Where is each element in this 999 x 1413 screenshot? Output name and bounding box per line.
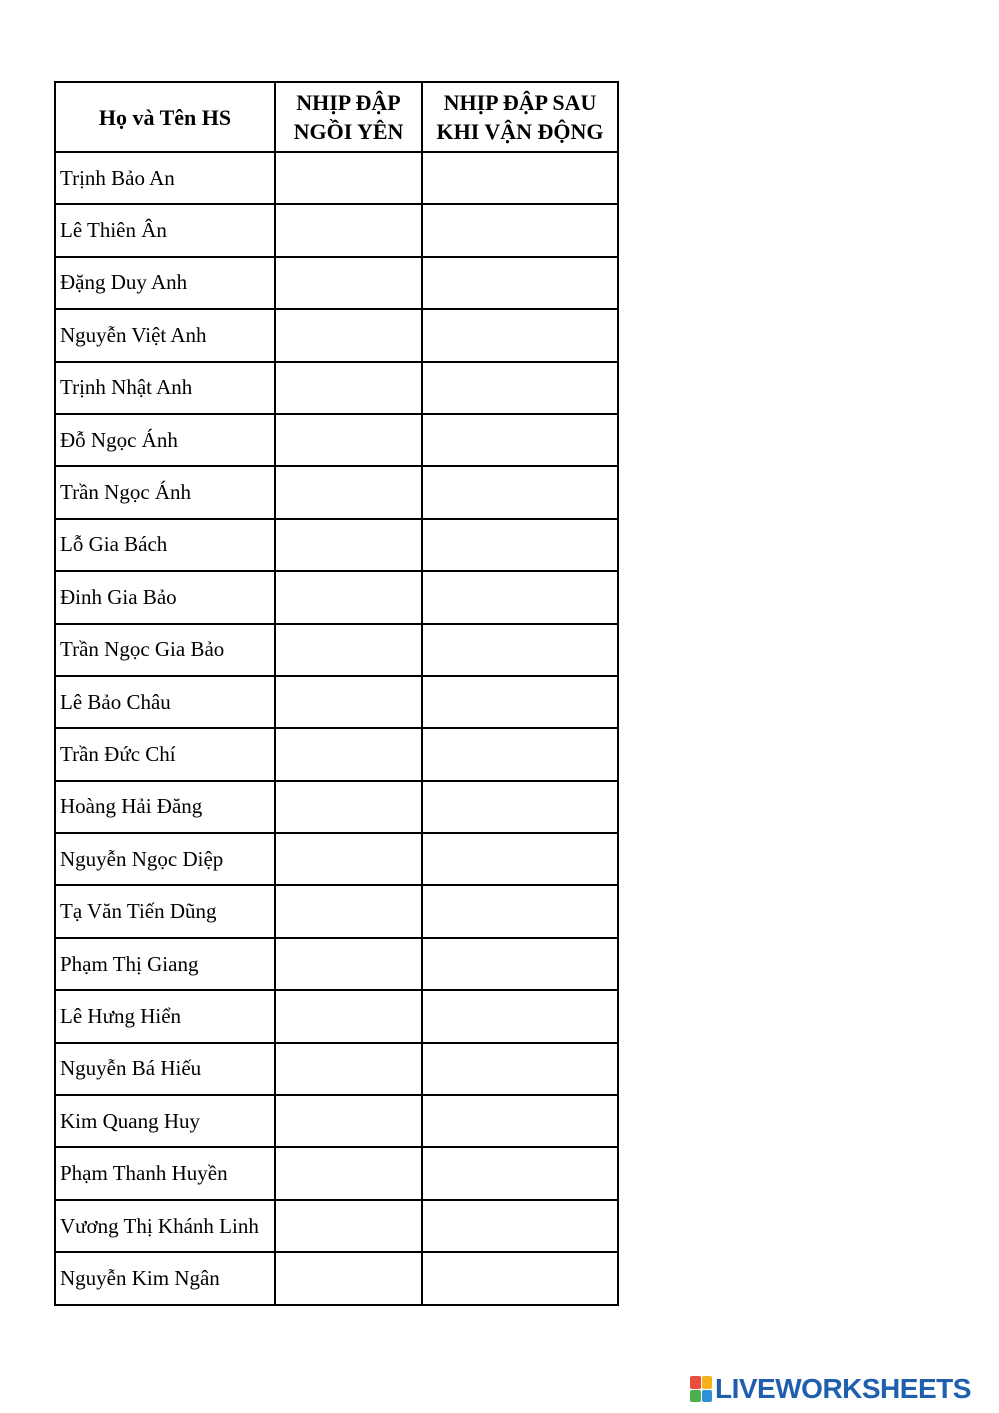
table-row — [55, 152, 618, 204]
resting-heart-rate-input[interactable] — [275, 885, 422, 937]
student-name-cell: Hoàng Hải Đăng — [55, 781, 275, 833]
resting-heart-rate-input[interactable] — [275, 414, 422, 466]
header-student-name-label: Họ và Tên HS — [98, 104, 232, 130]
student-name-cell: Trần Đức Chí — [55, 728, 275, 780]
student-name-cell: Trịnh Bảo An — [55, 152, 275, 204]
after-exercise-heart-rate-input[interactable] — [422, 466, 618, 518]
table-row — [55, 676, 618, 728]
student-name-cell: Nguyễn Ngọc Diệp — [55, 833, 275, 885]
student-name-cell: Nguyễn Bá Hiếu — [55, 1043, 275, 1095]
student-name-cell: Kim Quang Huy — [55, 1095, 275, 1147]
resting-heart-rate-input[interactable] — [275, 1043, 422, 1095]
student-name-cell: Lỗ Gia Bách — [55, 519, 275, 571]
after-exercise-heart-rate-input[interactable] — [422, 152, 618, 204]
resting-heart-rate-input[interactable] — [275, 466, 422, 518]
after-exercise-heart-rate-input[interactable] — [422, 676, 618, 728]
header-resting-heart-rate — [275, 82, 422, 152]
table-row — [55, 519, 618, 571]
table-row — [55, 990, 618, 1042]
student-name-cell: Đặng Duy Anh — [55, 257, 275, 309]
table-row — [55, 728, 618, 780]
resting-heart-rate-input[interactable] — [275, 781, 422, 833]
header-resting-line-1: NHỊP ĐẬP — [296, 90, 401, 115]
resting-heart-rate-input[interactable] — [275, 362, 422, 414]
resting-heart-rate-input[interactable] — [275, 624, 422, 676]
resting-heart-rate-input[interactable] — [275, 204, 422, 256]
header-resting-line-2: NGỒI YÊN — [293, 119, 404, 144]
student-name-cell: Nguyễn Việt Anh — [55, 309, 275, 361]
resting-heart-rate-input[interactable] — [275, 152, 422, 204]
student-name-cell: Phạm Thị Giang — [55, 938, 275, 990]
resting-heart-rate-input[interactable] — [275, 833, 422, 885]
resting-heart-rate-input[interactable] — [275, 1095, 422, 1147]
after-exercise-heart-rate-input[interactable] — [422, 571, 618, 623]
student-name-cell: Trần Ngọc Gia Bảo — [55, 624, 275, 676]
resting-heart-rate-input[interactable] — [275, 938, 422, 990]
after-exercise-heart-rate-input[interactable] — [422, 1147, 618, 1199]
after-exercise-heart-rate-input[interactable] — [422, 362, 618, 414]
student-name-cell: Đỗ Ngọc Ánh — [55, 414, 275, 466]
table-row — [55, 781, 618, 833]
table-row — [55, 833, 618, 885]
student-name-cell: Trần Ngọc Ánh — [55, 466, 275, 518]
after-exercise-heart-rate-input[interactable] — [422, 1200, 618, 1252]
after-exercise-heart-rate-input[interactable] — [422, 833, 618, 885]
table-row — [55, 204, 618, 256]
after-exercise-heart-rate-input[interactable] — [422, 938, 618, 990]
resting-heart-rate-input[interactable] — [275, 571, 422, 623]
student-name-cell: Lê Hưng Hiển — [55, 990, 275, 1042]
resting-heart-rate-input[interactable] — [275, 1252, 422, 1304]
student-name-cell: Vương Thị Khánh Linh — [55, 1200, 275, 1252]
table-row — [55, 885, 618, 937]
table-row — [55, 257, 618, 309]
table-row — [55, 1043, 618, 1095]
after-exercise-heart-rate-input[interactable] — [422, 519, 618, 571]
table-row — [55, 1252, 618, 1304]
resting-heart-rate-input[interactable] — [275, 257, 422, 309]
resting-heart-rate-input[interactable] — [275, 990, 422, 1042]
student-name-cell: Phạm Thanh Huyền — [55, 1147, 275, 1199]
table-row — [55, 362, 618, 414]
resting-heart-rate-input[interactable] — [275, 1147, 422, 1199]
after-exercise-heart-rate-input[interactable] — [422, 257, 618, 309]
table-row — [55, 1095, 618, 1147]
after-exercise-heart-rate-input[interactable] — [422, 204, 618, 256]
after-exercise-heart-rate-input[interactable] — [422, 1252, 618, 1304]
liveworksheets-logo-icon — [690, 1376, 712, 1402]
header-student-name — [55, 82, 275, 152]
student-name-cell: Lê Bảo Châu — [55, 676, 275, 728]
table-row — [55, 938, 618, 990]
table-row — [55, 571, 618, 623]
resting-heart-rate-input[interactable] — [275, 676, 422, 728]
table-row — [55, 1200, 618, 1252]
header-after-exercise-line-2: KHI VẬN ĐỘNG — [436, 119, 604, 144]
header-after-exercise-line-1: NHỊP ĐẬP SAU — [443, 90, 597, 115]
table-row — [55, 414, 618, 466]
student-name-cell: Trịnh Nhật Anh — [55, 362, 275, 414]
heart-rate-table — [54, 81, 619, 1306]
resting-heart-rate-input[interactable] — [275, 728, 422, 780]
resting-heart-rate-input[interactable] — [275, 519, 422, 571]
table-row — [55, 309, 618, 361]
after-exercise-heart-rate-input[interactable] — [422, 1043, 618, 1095]
student-name-cell: Nguyễn Kim Ngân — [55, 1252, 275, 1304]
table-row — [55, 1147, 618, 1199]
after-exercise-heart-rate-input[interactable] — [422, 990, 618, 1042]
table-row — [55, 466, 618, 518]
brand-text: LIVEWORKSHEETS — [715, 1373, 971, 1404]
student-rows — [55, 152, 618, 1305]
table-row — [55, 624, 618, 676]
header-row — [55, 82, 618, 152]
after-exercise-heart-rate-input[interactable] — [422, 624, 618, 676]
student-name-cell: Tạ Văn Tiến Dũng — [55, 885, 275, 937]
resting-heart-rate-input[interactable] — [275, 1200, 422, 1252]
after-exercise-heart-rate-input[interactable] — [422, 414, 618, 466]
resting-heart-rate-input[interactable] — [275, 309, 422, 361]
after-exercise-heart-rate-input[interactable] — [422, 1095, 618, 1147]
after-exercise-heart-rate-input[interactable] — [422, 309, 618, 361]
after-exercise-heart-rate-input[interactable] — [422, 885, 618, 937]
student-name-cell: Đinh Gia Bảo — [55, 571, 275, 623]
after-exercise-heart-rate-input[interactable] — [422, 728, 618, 780]
after-exercise-heart-rate-input[interactable] — [422, 781, 618, 833]
liveworksheets-brand — [690, 1372, 971, 1406]
header-after-exercise-heart-rate — [422, 82, 618, 152]
student-name-cell: Lê Thiên Ân — [55, 204, 275, 256]
